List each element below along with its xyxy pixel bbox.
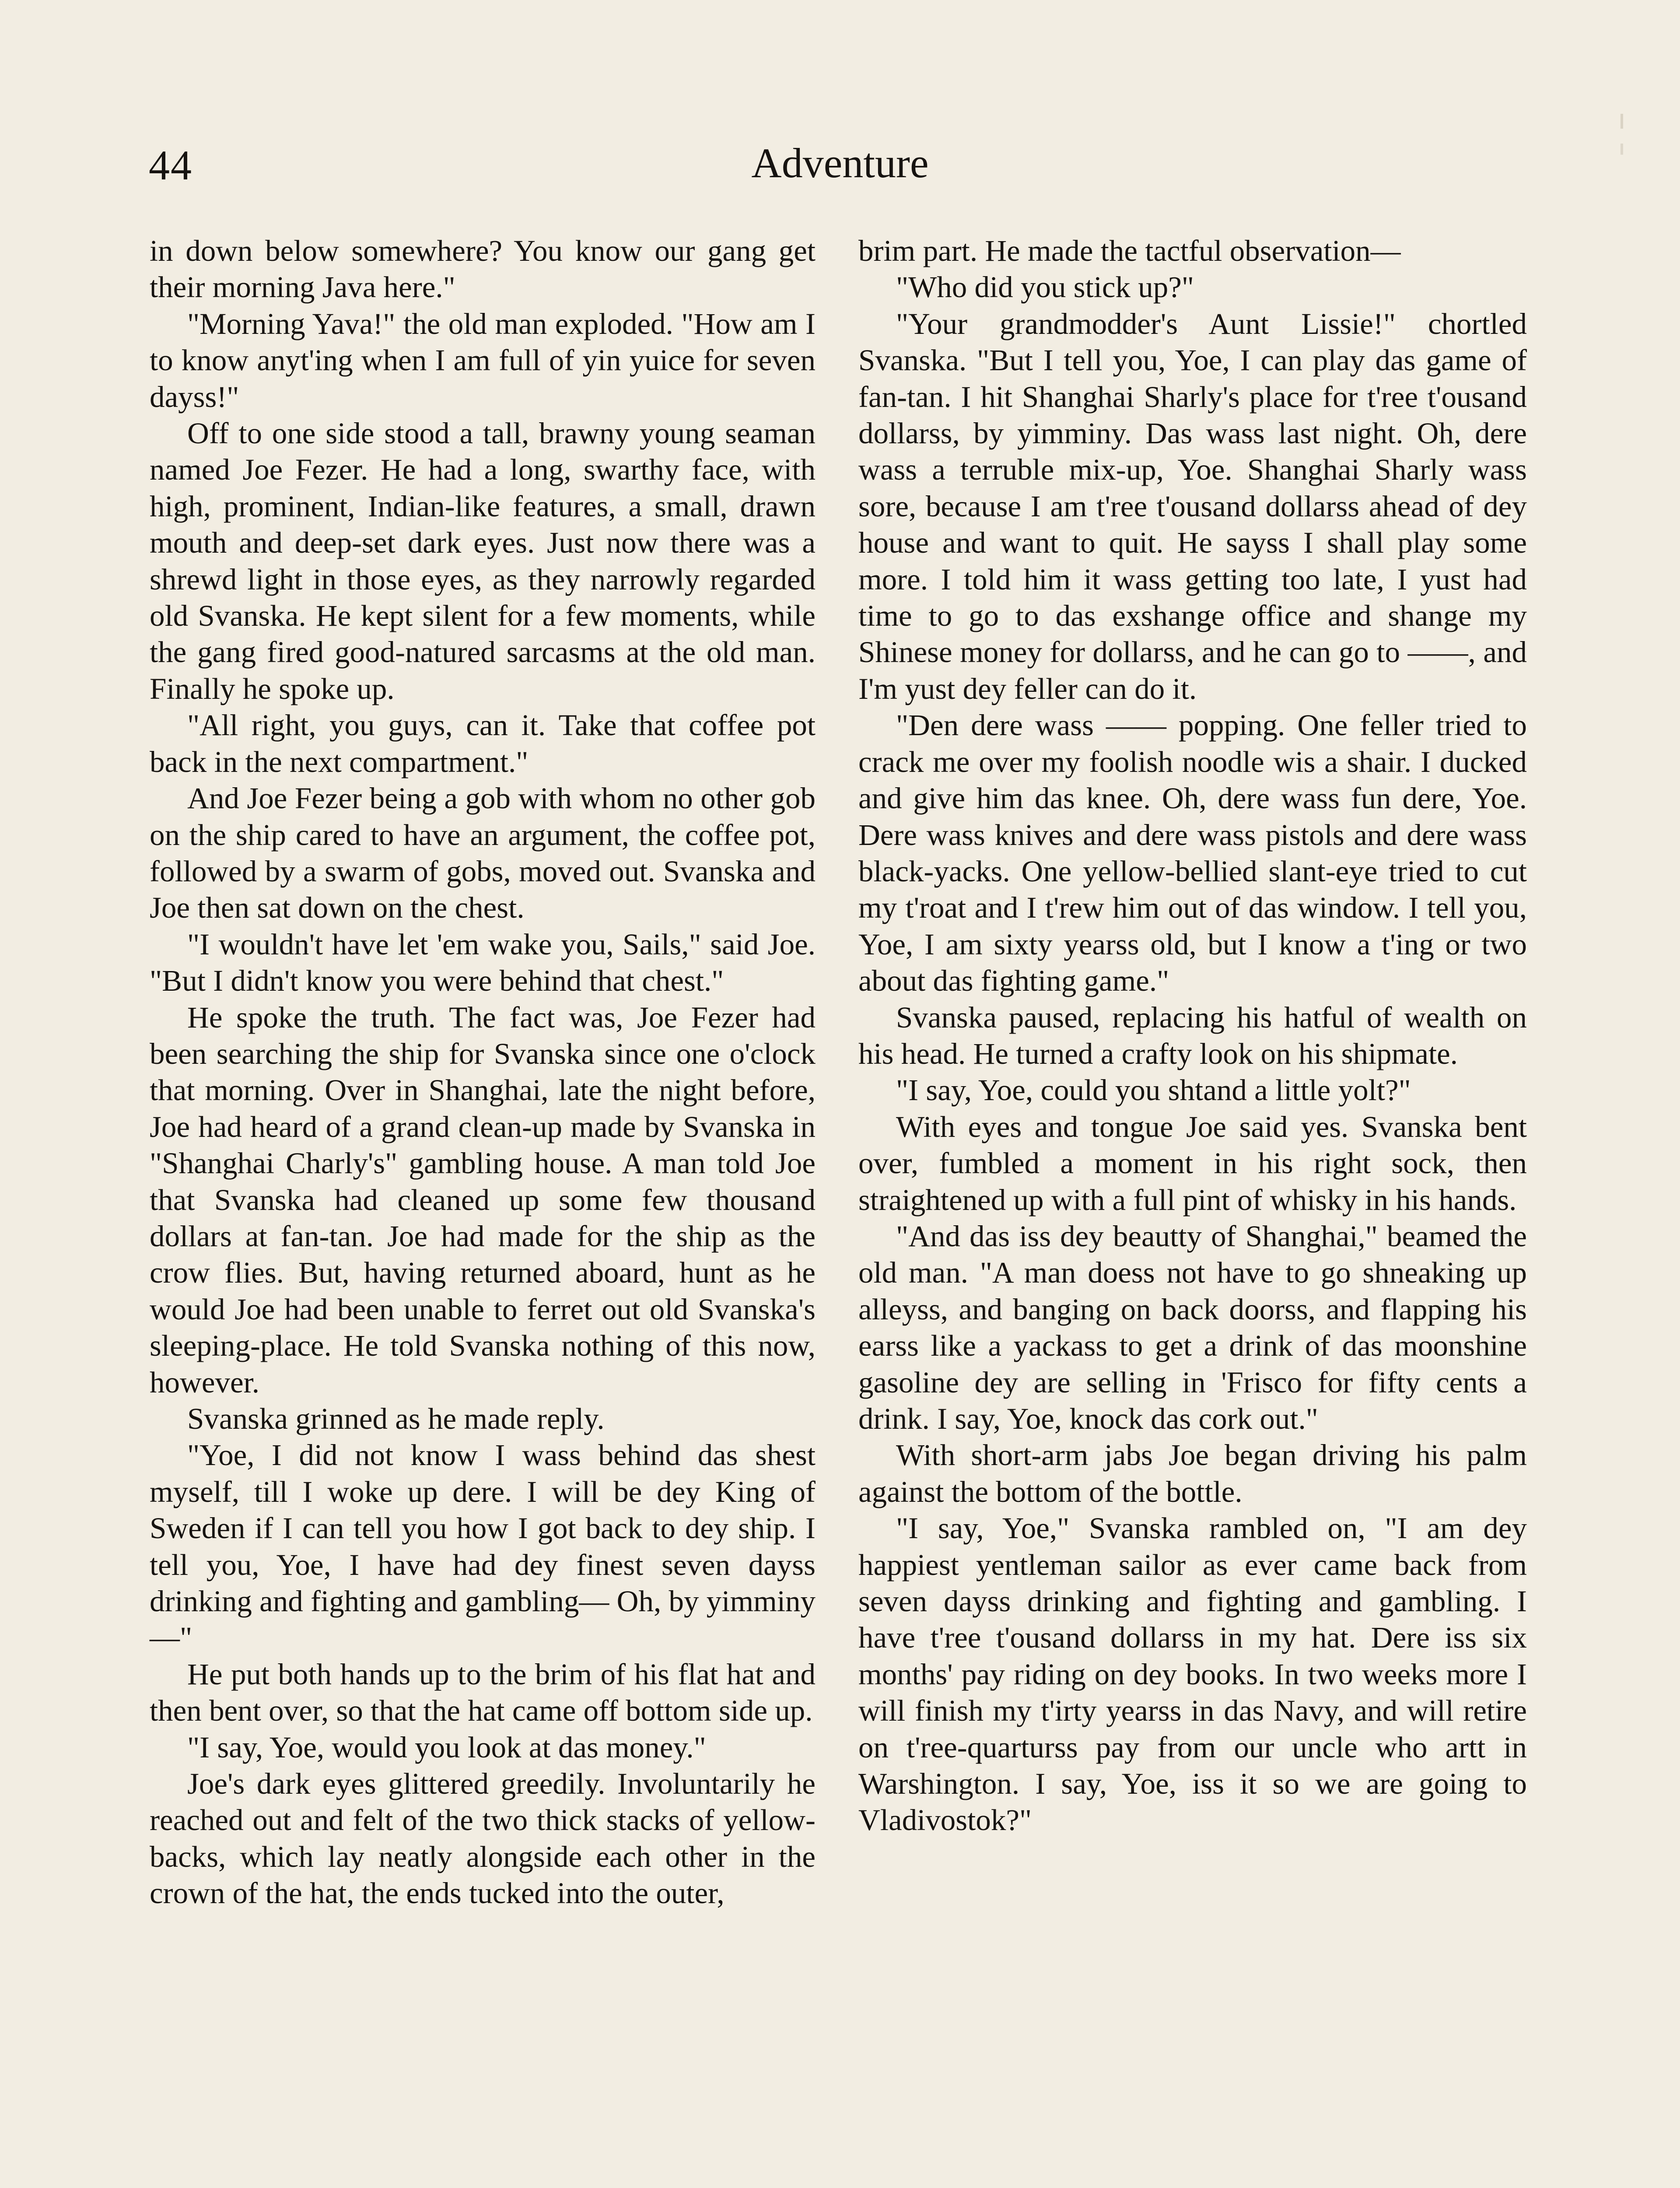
paragraph: With eyes and tongue Joe said yes. Svanska bent over, fumbled a moment in his right sock, then straightened up with a full pint of whisky in his hands. [858,1110,1527,1217]
left-text-column [150,233,816,1912]
page-number: 44 [149,142,192,189]
paragraph: in down below somewhere? You know our gang get their morning Java here." [150,234,816,304]
paragraph: Joe's dark eyes glittered greedily. Involuntarily he reached out and felt of the two thick stacks of yellow-backs, which lay neatly alongside each other in the crown of the hat, the ends tucked into the outer, [150,1767,816,1910]
paragraph: Svanska grinned as he made reply. [187,1402,605,1435]
paragraph: "Who did you stick up?" [896,270,1194,304]
paragraph: He put both hands up to the brim of his flat hat and then bent over, so that the hat came off bottom side up. [150,1657,816,1728]
paragraph: "I wouldn't have let 'em wake you, Sails," said Joe. "But I didn't know you were behind that chest." [150,927,816,998]
page-edge-specks [1620,114,1623,188]
paragraph: He spoke the truth. The fact was, Joe Fezer had been searching the ship for Svanska since one o'clock that morning. Over in Shanghai, late the night before, Joe had heard of a grand clean-up made by Svanska in "Shanghai Charly's" gambling house. A man told Joe that Svanska had cleaned up some few thousand dollars at fan-tan. Joe had made for the ship as the crow flies. But, having returned aboard, hunt as he would Joe had been unable to ferret out old Svanska's sleeping-place. He told Svanska nothing of this now, however. [150,1000,816,1399]
paragraph: "And das iss dey beautty of Shanghai," beamed the old man. "A man doess not have to go shneaking up alleyss, and banging on back doorss, and flapping his earss like a yackass to get a drink of das moonshine gasoline dey are selling in 'Frisco for fifty cents a drink. I say, Yoe, knock das cork out." [858,1219,1527,1435]
paragraph: Off to one side stood a tall, brawny young seaman named Joe Fezer. He had a long, swarthy face, with high, prominent, Indian-like features, a small, drawn mouth and deep-set dark eyes. Just now there was a shrewd light in those eyes, as they narrowly regarded old Svanska. He kept silent for a few moments, while the gang fired good-natured sarcasms at the old man. Finally he spoke up. [150,417,816,705]
running-head-title: Adventure [751,140,929,186]
paragraph: "I say, Yoe, would you look at das money." [187,1730,706,1764]
paragraph: "All right, you guys, can it. Take that coffee pot back in the next compartment." [150,708,816,778]
paragraph: brim part. He made the tactful observation— [858,234,1401,267]
paragraph: "I say, Yoe," Svanska rambled on, "I am dey happiest yentleman sailor as ever came back from seven dayss drinking and fighting and gambling. I have t'ree t'ousand dollarss in my hat. Dere iss six months' pay riding on dey books. In two weeks more I will finish my t'irty yearss in das Navy, and will retire on t'ree-quarturss pay from our uncle who artt in Warshington. I say, Yoe, iss it so we are going to Vladivostok?" [858,1511,1527,1837]
paragraph: "Your grandmodder's Aunt Lissie!" chortled Svanska. "But I tell you, Yoe, I can play das game of fan-tan. I hit Shanghai Sharly's place for t'ree t'ousand dollarss, by yimminy. Das wass last night. Oh, dere wass a terruble mix-up, Yoe. Shanghai Sharly wass sore, because I am t'ree t'ousand dollarss ahead of dey house and want to quit. He sayss I shall play some more. I told him it wass getting too late, I yust had time to go to das exshange office and shange my Shinese money for dollarss, and he can go to ——, and I'm yust dey feller can do it. [858,307,1527,705]
paragraph: "I say, Yoe, could you shtand a little yolt?" [896,1073,1411,1107]
right-text-column [858,233,1527,1839]
paragraph: "Den dere wass —— popping. One feller tried to crack me over my foolish noodle wis a shair. I ducked and give him das knee. Oh, dere wass fun dere, Yoe. Dere wass knives and dere wass pistols and dere wass black-yacks. One yellow-bellied slant-eye tried to cut my t'roat and I t'rew him out of das window. I tell you, Yoe, I am sixty yearss old, but I know a t'ing or two about das fighting game." [858,708,1527,998]
paragraph: And Joe Fezer being a gob with whom no other gob on the ship cared to have an argument, the coffee pot, followed by a swarm of gobs, moved out. Svanska and Joe then sat down on the chest. [150,782,816,925]
paragraph: "Yoe, I did not know I wass behind das shest myself, till I woke up dere. I will be dey King of Sweden if I can tell you how I got back to dey ship. I tell you, Yoe, I have had dey finest seven dayss drinking and fighting and gambling— Oh, by yimminy—" [150,1438,816,1655]
paragraph: With short-arm jabs Joe began driving his palm against the bottom of the bottle. [858,1438,1527,1508]
paragraph: "Morning Yava!" the old man exploded. "How am I to know anyt'ing when I am full of yin yuice for seven dayss!" [150,307,816,414]
paragraph: Svanska paused, replacing his hatful of wealth on his head. He turned a crafty look on his shipmate. [858,1000,1527,1070]
